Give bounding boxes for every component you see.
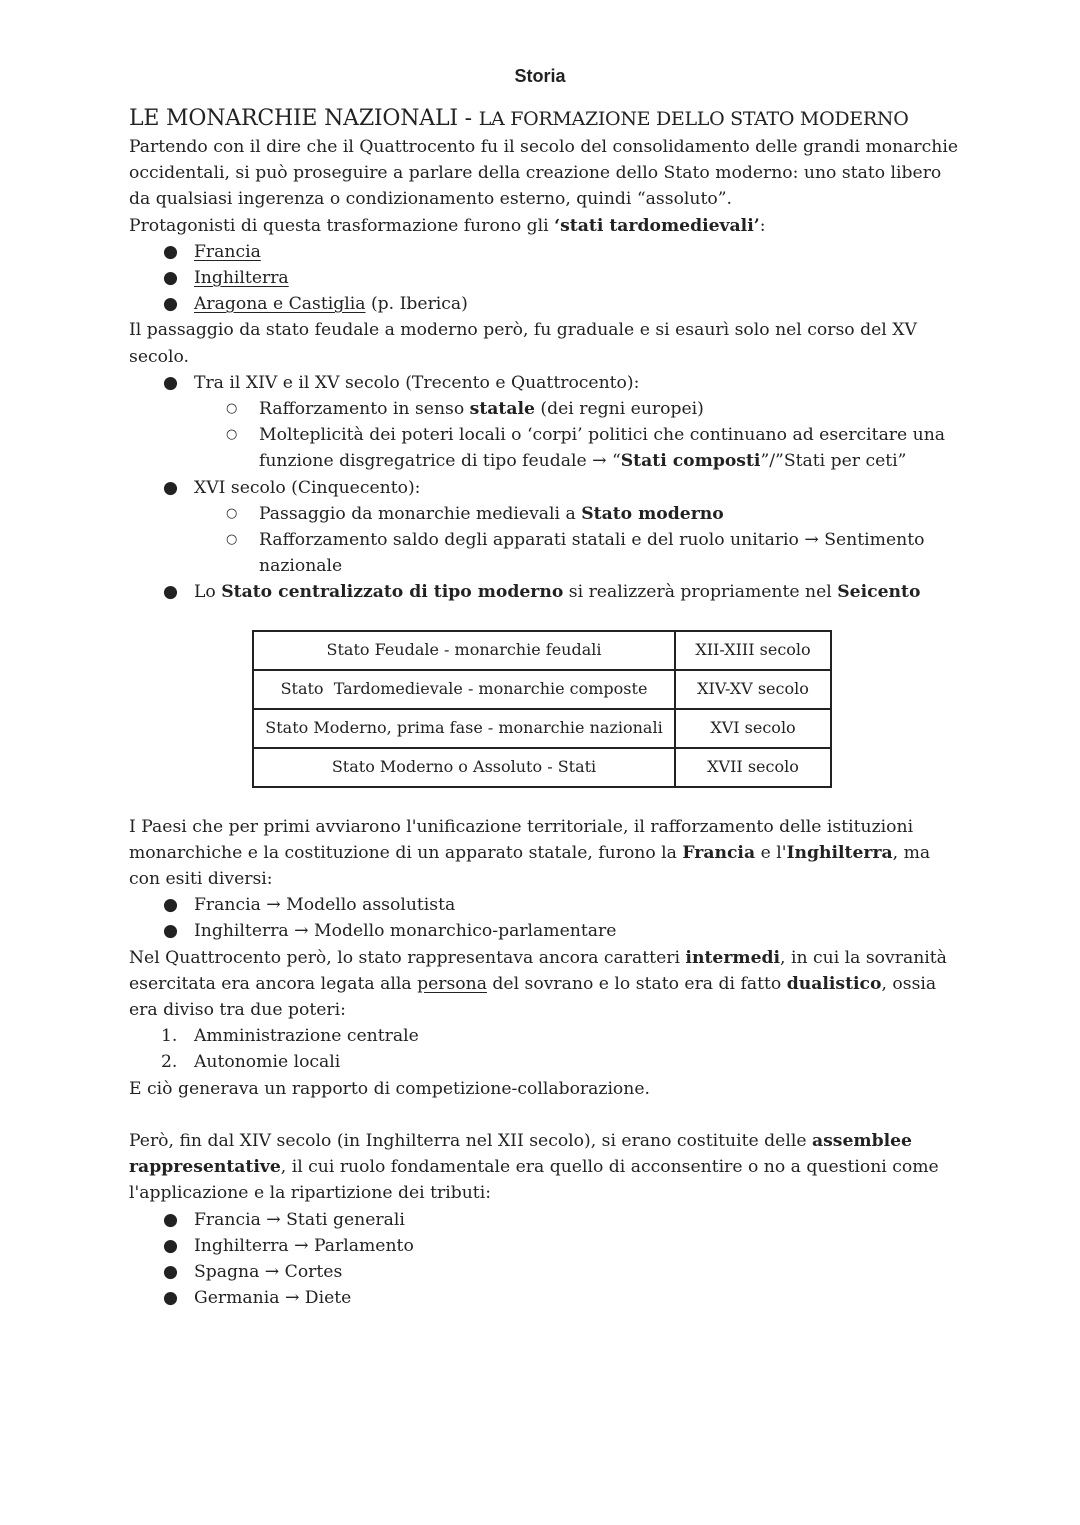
list-item [129, 1207, 961, 1233]
timeline-list [129, 370, 961, 606]
text: Rafforzamento saldo degli apparati statali e del ruolo unitario → Sentimento nazionale [259, 530, 925, 577]
passage-paragraph: Il passaggio da stato feudale a moderno però, fu graduale e si esaurì solo nel corso del XV secolo. [129, 320, 917, 367]
text: I Paesi che per primi avviarono l'unificazione territoriale, il rafforzamento delle istituzioni monarchiche e la costituzione di un apparato statale, furono la [129, 816, 914, 863]
title-separator: - [457, 106, 479, 131]
circle-bullet-icon: ○ [226, 505, 238, 521]
bullet-icon: ● [163, 477, 178, 498]
bold-text: Stato centralizzato di tipo moderno [221, 582, 564, 603]
list-number: 2. [161, 1052, 178, 1073]
list-item [129, 1233, 961, 1259]
bold-text: assemblee rappresentative [129, 1130, 912, 1178]
table-cell: Stato Moderno o Assoluto - Stati [253, 748, 675, 787]
text: XVI secolo (Cinquecento): [194, 477, 421, 498]
text: Francia → Stati generali [194, 1209, 405, 1230]
sublist-item [129, 527, 961, 579]
bullet-icon: ● [163, 241, 178, 262]
table-cell: Stato Tardomedievale - monarchie composte [253, 670, 675, 709]
bold-text: ‘stati tardomedievali’ [554, 215, 760, 236]
bold-text: intermedi [685, 947, 781, 968]
bold-text: Inghilterra [786, 842, 893, 863]
bold-text: statale [469, 399, 535, 420]
text: , il cui ruolo fondamentale era quello di acconsentire o no a questioni come l'applicazione e la ripartizione dei tributi: [129, 1157, 939, 1204]
bold-text: Stato moderno [581, 503, 724, 524]
sublist-item [129, 396, 961, 422]
text: Nel Quattrocento però, lo stato rappresentava ancora caratteri [129, 947, 686, 968]
text: Amministrazione centrale [194, 1026, 419, 1047]
subject-heading: Storia [514, 66, 566, 86]
intro-paragraph: Partendo con il dire che il Quattrocento fu il secolo del consolidamento delle grandi monarchie occidentali, si può proseguire a parlare della creazione dello Stato moderno: uno stato libero da qualsiasi ingerenza o condizionamento esterno, quindi “assoluto”. [129, 137, 959, 210]
spacer [129, 1102, 961, 1128]
table-cell: Stato Moderno, prima fase - monarchie nazionali [253, 709, 675, 748]
bold-text: Francia [682, 842, 756, 863]
table-cell: Stato Feudale - monarchie feudali [253, 631, 675, 670]
assemblies-paragraph [129, 1128, 961, 1207]
table-row [253, 631, 831, 670]
text: Protagonisti di questa trasformazione furono gli [129, 215, 555, 236]
list-item [129, 579, 961, 605]
bullet-icon: ● [163, 1261, 178, 1282]
table-cell: XVI secolo [675, 709, 831, 748]
assemblies-list [129, 1207, 961, 1312]
list-item [129, 1285, 961, 1311]
text: (dei regni europei) [534, 399, 704, 420]
text: Però, fin dal XIV secolo (in Inghilterra nel XII secolo), si erano costituite delle [129, 1130, 812, 1151]
document-body [129, 104, 961, 1311]
text: si realizzerà propriamente nel [563, 582, 838, 603]
underlined-text: Inghilterra [194, 268, 289, 289]
text: Inghilterra → Modello monarchico-parlamentare [194, 921, 617, 942]
text: , ma con esiti diversi: [129, 842, 931, 890]
title-subtitle: LA FORMAZIONE DELLO STATO MODERNO [478, 108, 909, 130]
protagonists-paragraph [129, 213, 961, 239]
list-number: 1. [161, 1026, 178, 1047]
text: Germania → Diete [194, 1288, 352, 1309]
text: Spagna → Cortes [194, 1261, 343, 1282]
table-cell: XII-XIII secolo [675, 631, 831, 670]
text: , ossia era diviso tra due poteri: [129, 973, 937, 1021]
list-item [129, 1259, 961, 1285]
table-row [253, 670, 831, 709]
sublist-item [129, 422, 961, 474]
text: Molteplicità dei poteri locali o ‘corpi’ politici che continuano ad esercitare una funzione disgregatrice di tipo feudale → “ [259, 425, 946, 472]
text: Passaggio da monarchie medievali a [259, 503, 582, 524]
list-item [129, 1049, 961, 1075]
text: Inghilterra → Parlamento [194, 1235, 414, 1256]
table-cell: XIV-XV secolo [675, 670, 831, 709]
bullet-icon: ● [163, 1209, 178, 1230]
list-item [129, 918, 961, 944]
text: Autonomie locali [194, 1052, 341, 1073]
conclusion-paragraph: E ciò generava un rapporto di competizione-collaborazione. [129, 1078, 650, 1099]
circle-bullet-icon: ○ [226, 532, 238, 548]
bullet-icon: ● [163, 1288, 178, 1309]
table-row [253, 709, 831, 748]
bullet-icon: ● [163, 268, 178, 289]
list-item [129, 291, 961, 317]
text: ”/”Stati per ceti” [760, 451, 907, 472]
text: : [759, 215, 766, 236]
text: e l' [755, 842, 787, 863]
text: , in cui la sovranità esercitata era ancora legata alla [129, 947, 947, 994]
quattrocento-paragraph [129, 945, 961, 1024]
text: del sovrano e lo stato era di fatto [486, 973, 787, 994]
list-item [129, 265, 961, 291]
page-title [129, 104, 961, 134]
bullet-icon: ● [163, 294, 178, 315]
bullet-icon: ● [163, 372, 178, 393]
table-cell: XVII secolo [675, 748, 831, 787]
sublist-item [129, 501, 961, 527]
underlined-text: Aragona e Castiglia [194, 294, 366, 315]
bullet-icon: ● [163, 895, 178, 916]
list-item [129, 475, 961, 501]
text: Lo [194, 582, 222, 603]
text: Rafforzamento in senso [259, 399, 470, 420]
text: Tra il XIV e il XV secolo (Trecento e Quattrocento): [194, 372, 640, 393]
states-list [129, 239, 961, 318]
underlined-text: Francia [194, 241, 261, 262]
underlined-text: persona [417, 973, 487, 994]
bold-text: dualistico [786, 973, 882, 994]
models-list [129, 892, 961, 944]
text: Francia → Modello assolutista [194, 895, 456, 916]
bold-text: Seicento [837, 582, 921, 603]
countries-paragraph [129, 814, 961, 893]
list-item [129, 239, 961, 265]
table-row [253, 748, 831, 787]
text: (p. Iberica) [365, 294, 468, 315]
list-item [129, 370, 961, 396]
bold-text: Stati composti [620, 451, 761, 472]
title-main: LE MONARCHIE NAZIONALI [129, 106, 458, 131]
list-item [129, 892, 961, 918]
circle-bullet-icon: ○ [226, 401, 238, 417]
bullet-icon: ● [163, 921, 178, 942]
bullet-icon: ● [163, 582, 178, 603]
bullet-icon: ● [163, 1235, 178, 1256]
periods-table [252, 630, 832, 788]
circle-bullet-icon: ○ [226, 427, 238, 443]
list-item [129, 1023, 961, 1049]
powers-list [129, 1023, 961, 1075]
